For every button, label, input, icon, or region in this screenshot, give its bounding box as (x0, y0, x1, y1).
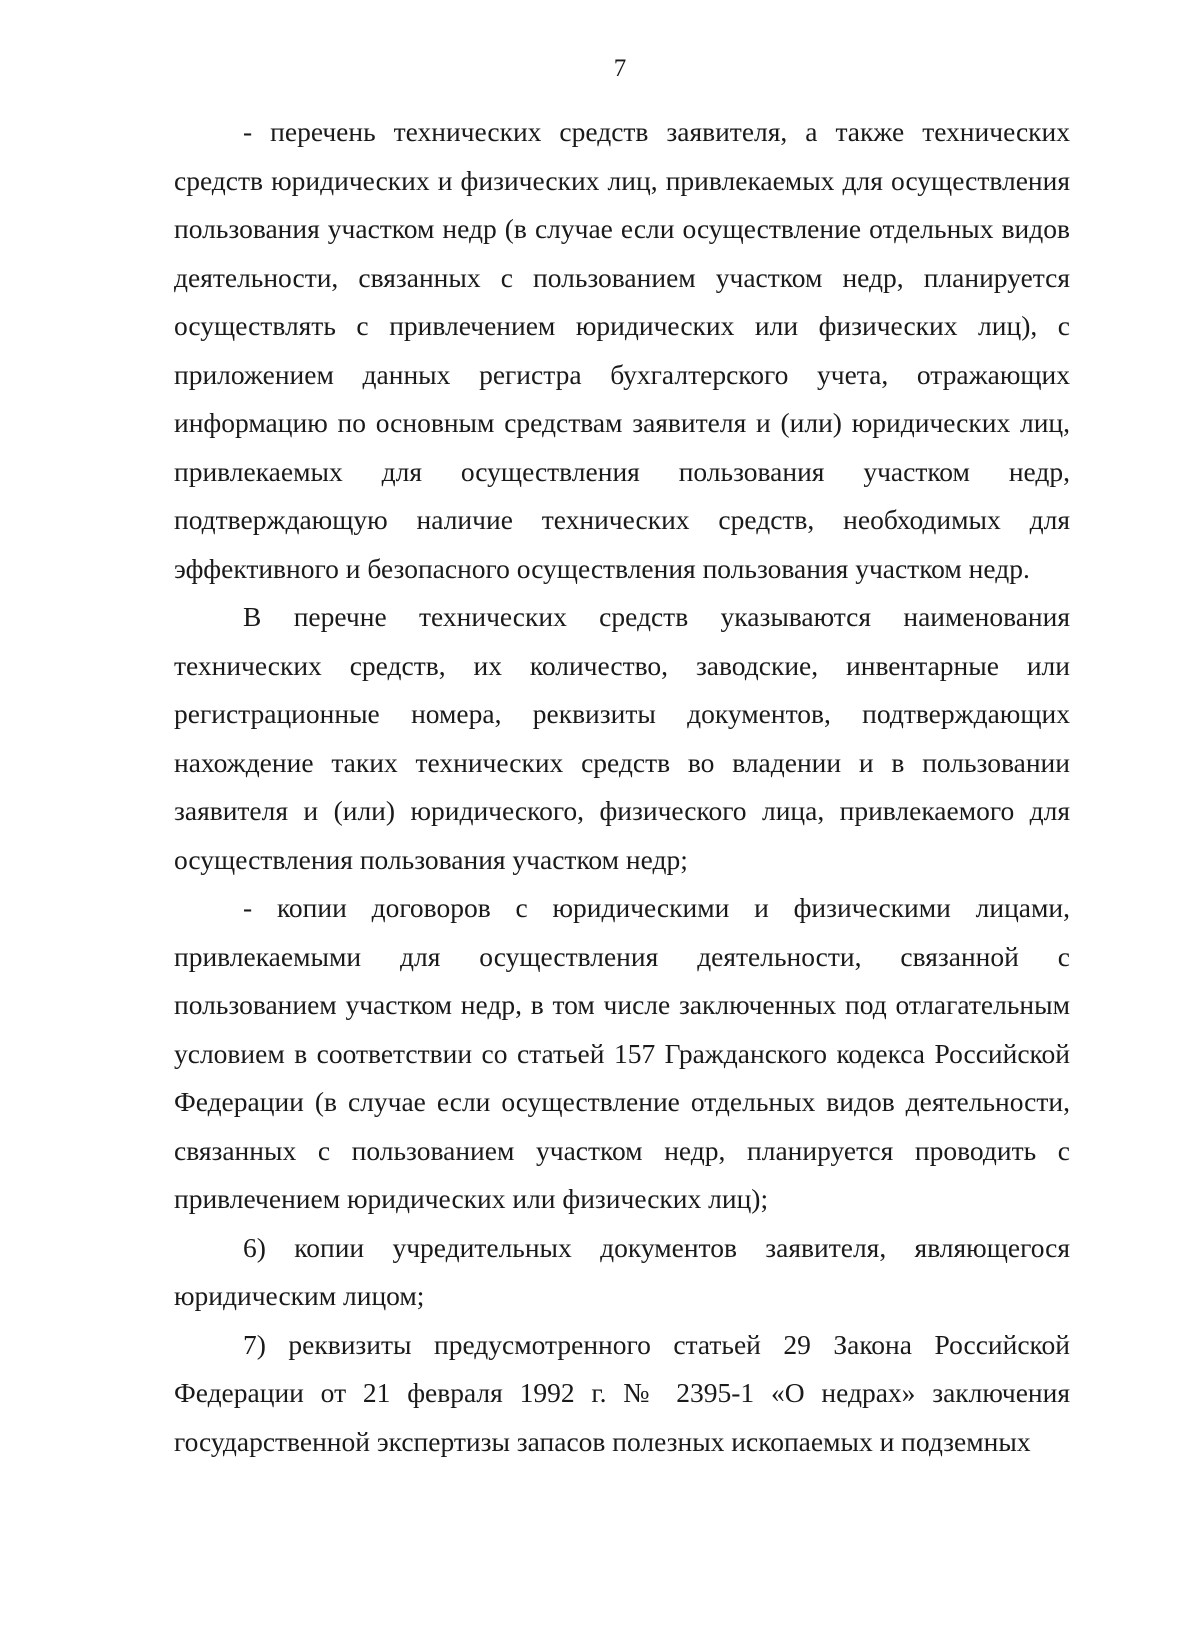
paragraph-item-7: 7) реквизиты предусмотренного статьей 29 Закона Российской Федерации от 21 февраля 1992 г. № 2395-1 «О недрах» заключения государственной экспертизы запасов полезных ископаемых и подземных (174, 1328, 1070, 1457)
paragraph-technical-means-list: - перечень технических средств заявителя, а также технических средств юридических и физических лиц, привлекаемых для осуществления пользования участком недр (в случае если осуществление отдельных видов деятельности, связанных с пользованием участком недр, планируется осуществлять с привлечением юридических или физических лиц), с приложением данных регистра бухгалтерского учета, отражающих информацию по основным средствам заявителя и (или) юридических лиц, привлекаемых для осуществления пользования участком недр, подтверждающую наличие технических средств, необходимых для эффективного и безопасного осуществления пользования участком недр. (174, 116, 1070, 584)
page-number: 7 (613, 55, 627, 82)
document-body (174, 108, 1070, 1466)
paragraph-contract-copies: - копии договоров с юридическими и физическими лицами, привлекаемыми для осуществления деятельности, связанной с пользованием участком недр, в том числе заключенных под отлагательным условием в соответствии со статьей 157 Гражданского кодекса Российской Федерации (в случае если осуществление отдельных видов деятельности, связанных с пользованием участком недр, планируется проводить с привлечением юридических или физических лиц); (174, 892, 1070, 1214)
paragraph-item-6: 6) копии учредительных документов заявителя, являющегося юридическим лицом; (174, 1231, 1070, 1311)
paragraph-technical-means-details: В перечне технических средств указываются наименования технических средств, их количество, заводские, инвентарные или регистрационные номера, реквизиты документов, подтверждающих нахождение таких технических средств во владении и в пользовании заявителя и (или) юридического, физического лица, привлекаемого для осуществления пользования участком недр; (174, 601, 1070, 875)
